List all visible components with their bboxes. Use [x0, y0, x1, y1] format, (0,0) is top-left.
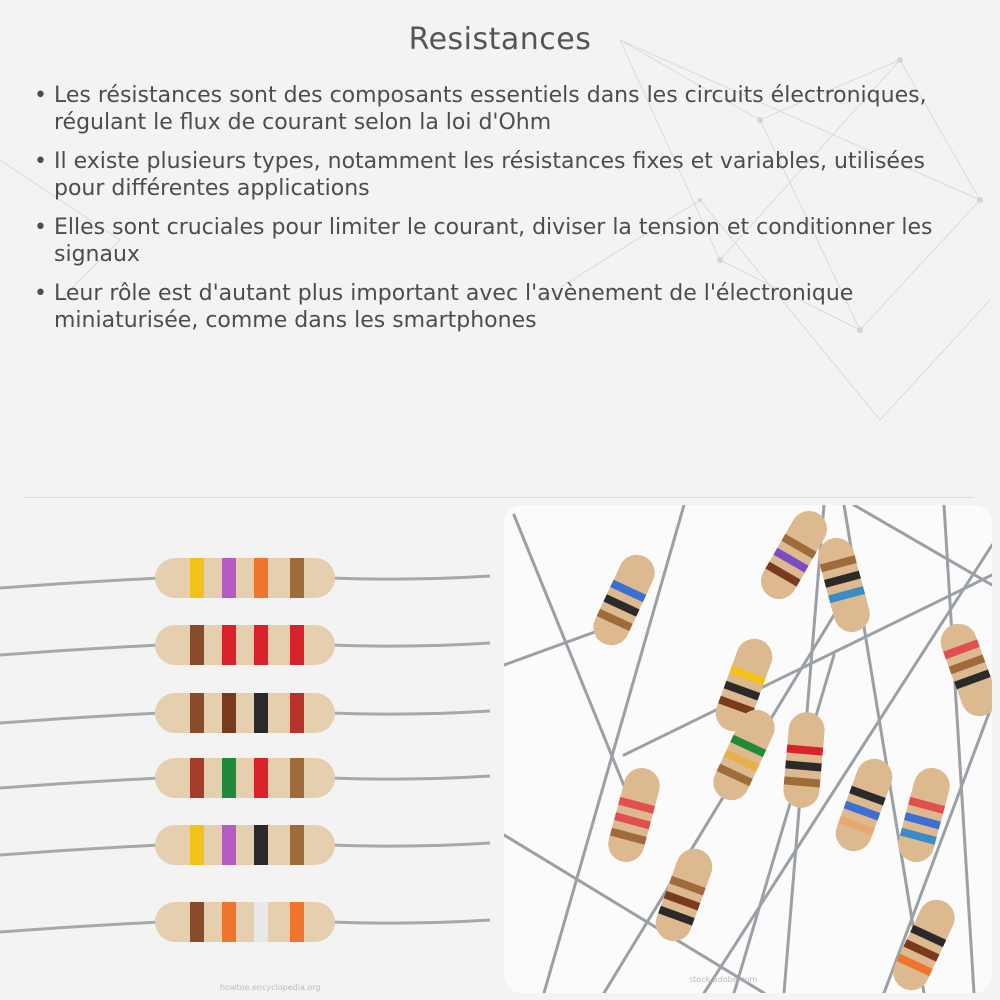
resistor — [782, 711, 826, 810]
color-band — [254, 558, 268, 598]
resistor — [831, 754, 898, 857]
bullet-text: Les résistances sont des composants essentiels dans les circuits électroniques, régulant le flux de courant selon la loi d'Ohm — [54, 83, 927, 135]
resistor — [0, 558, 490, 598]
color-band — [254, 625, 268, 665]
bullet-text: Elles sont cruciales pour limiter le courant, diviser la tension et conditionner les signaux — [54, 215, 933, 267]
resistor — [0, 693, 490, 733]
image-credit: stock.adobe.com — [689, 975, 758, 984]
bullet-item — [34, 280, 974, 334]
bullet-item — [34, 82, 974, 136]
page-title: Resistances — [408, 22, 592, 57]
color-band — [290, 693, 304, 733]
bullet-marker: • — [34, 215, 47, 240]
image-credit: howtoe.encyclopedia.org — [220, 983, 321, 992]
color-band — [222, 825, 236, 865]
color-band — [190, 758, 204, 798]
resistor — [0, 758, 490, 798]
resistor — [0, 902, 490, 942]
bullet-marker: • — [34, 149, 47, 174]
resistor-pile-image — [504, 505, 992, 993]
color-band — [290, 825, 304, 865]
color-band — [222, 693, 236, 733]
resistor — [651, 844, 718, 947]
color-band — [290, 902, 304, 942]
bullet-list — [34, 82, 974, 346]
color-band — [254, 902, 268, 942]
divider — [24, 497, 974, 498]
color-band — [190, 693, 204, 733]
color-band — [290, 758, 304, 798]
color-band — [190, 625, 204, 665]
color-band — [222, 625, 236, 665]
bullet-marker: • — [34, 281, 47, 306]
bullet-text: Leur rôle est d'autant plus important avec l'avènement de l'électronique miniaturisée, comme dans les smartphones — [54, 281, 854, 333]
resistor-pile-photo — [504, 505, 992, 993]
color-band — [254, 825, 268, 865]
color-band — [290, 625, 304, 665]
bullet-item — [34, 148, 974, 202]
resistor-row-photo — [0, 505, 500, 1000]
resistor — [814, 534, 874, 636]
color-band — [222, 758, 236, 798]
resistor — [604, 764, 664, 866]
color-band — [222, 558, 236, 598]
color-band — [190, 902, 204, 942]
resistor — [0, 825, 490, 865]
resistor — [587, 549, 660, 651]
resistor-row-image — [0, 505, 500, 1000]
color-band — [222, 902, 236, 942]
color-band — [254, 693, 268, 733]
bullet-item — [34, 214, 974, 268]
color-band — [190, 558, 204, 598]
resistor — [0, 625, 490, 665]
color-band — [190, 825, 204, 865]
color-band — [290, 558, 304, 598]
resistor — [936, 619, 992, 722]
color-band — [254, 758, 268, 798]
bullet-marker: • — [34, 83, 47, 108]
bullet-text: Il existe plusieurs types, notamment les résistances fixes et variables, utilisées pour différentes applications — [54, 149, 925, 201]
resistor — [894, 764, 954, 866]
resistor — [887, 894, 960, 993]
